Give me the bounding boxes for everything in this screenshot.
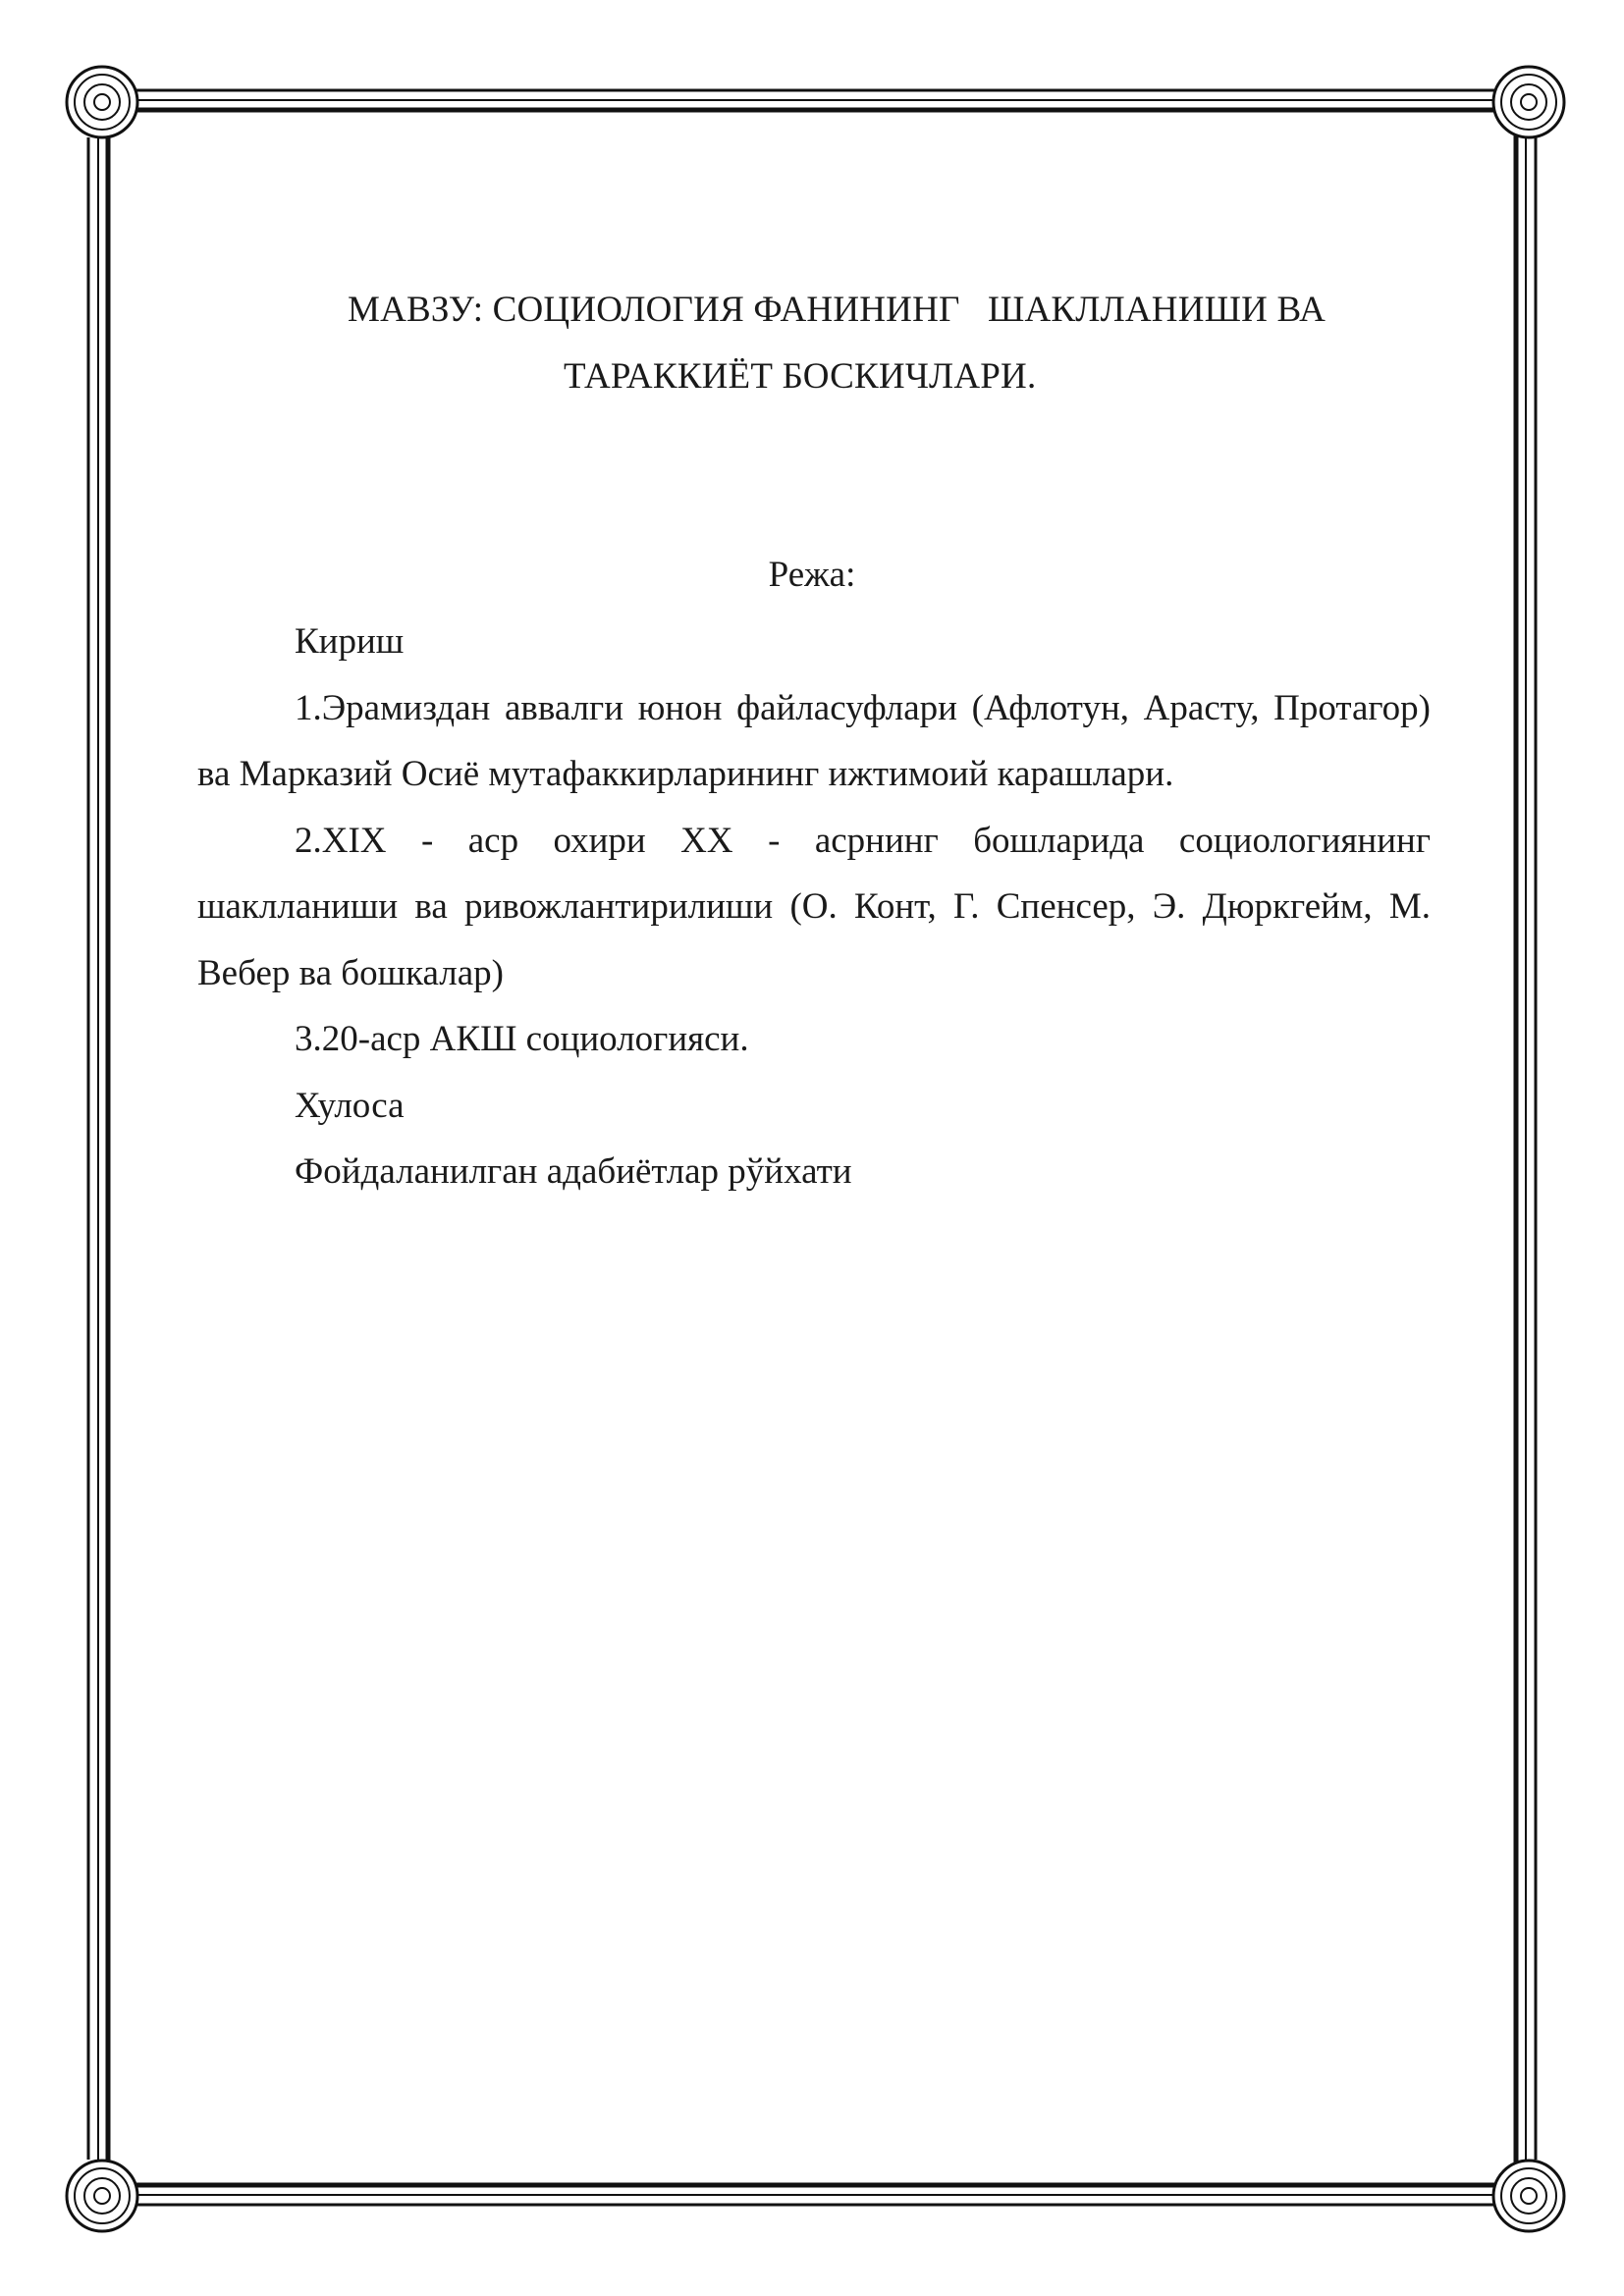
outline-item-2: 2.XIX - аср охири XX - асрнинг бошларида социологиянинг шаклланиши ва ривожлантирилиши (О. Конт, Г. Спенсер, Э. Дюркгейм, М. Вебер ва бошкалар) [197,820,1431,993]
plan-outline [197,609,1431,1205]
document-title-line-2: ТАРАККИЁТ БОСКИЧЛАРИ. [564,356,1037,397]
outline-item-introduction: Кириш [295,621,405,662]
outline-item-1: 1.Эрамиздан аввалги юнон файласуфлари (Афлотун, Арасту, Протагор) ва Марказий Осиё мутафаккирларининг ижтимоий карашлари. [197,687,1431,794]
outline-item-conclusion: Хулоса [295,1085,405,1126]
plan-heading: Режа: [768,555,856,595]
outline-item-3: 3.20-аср АКШ социологияси. [295,1019,749,1059]
document-title-line-1: МАВЗУ: СОЦИОЛОГИЯ ФАНИНИНГ ШАКЛЛАНИШИ ВА [348,290,1326,330]
corner-ornament-icon [1493,2161,1564,2231]
corner-ornament-icon [1493,67,1564,137]
outline-item-references: Фойдаланилган адабиётлар рўйхати [295,1151,852,1192]
corner-ornament-icon [67,67,137,137]
corner-ornament-icon [67,2161,137,2231]
